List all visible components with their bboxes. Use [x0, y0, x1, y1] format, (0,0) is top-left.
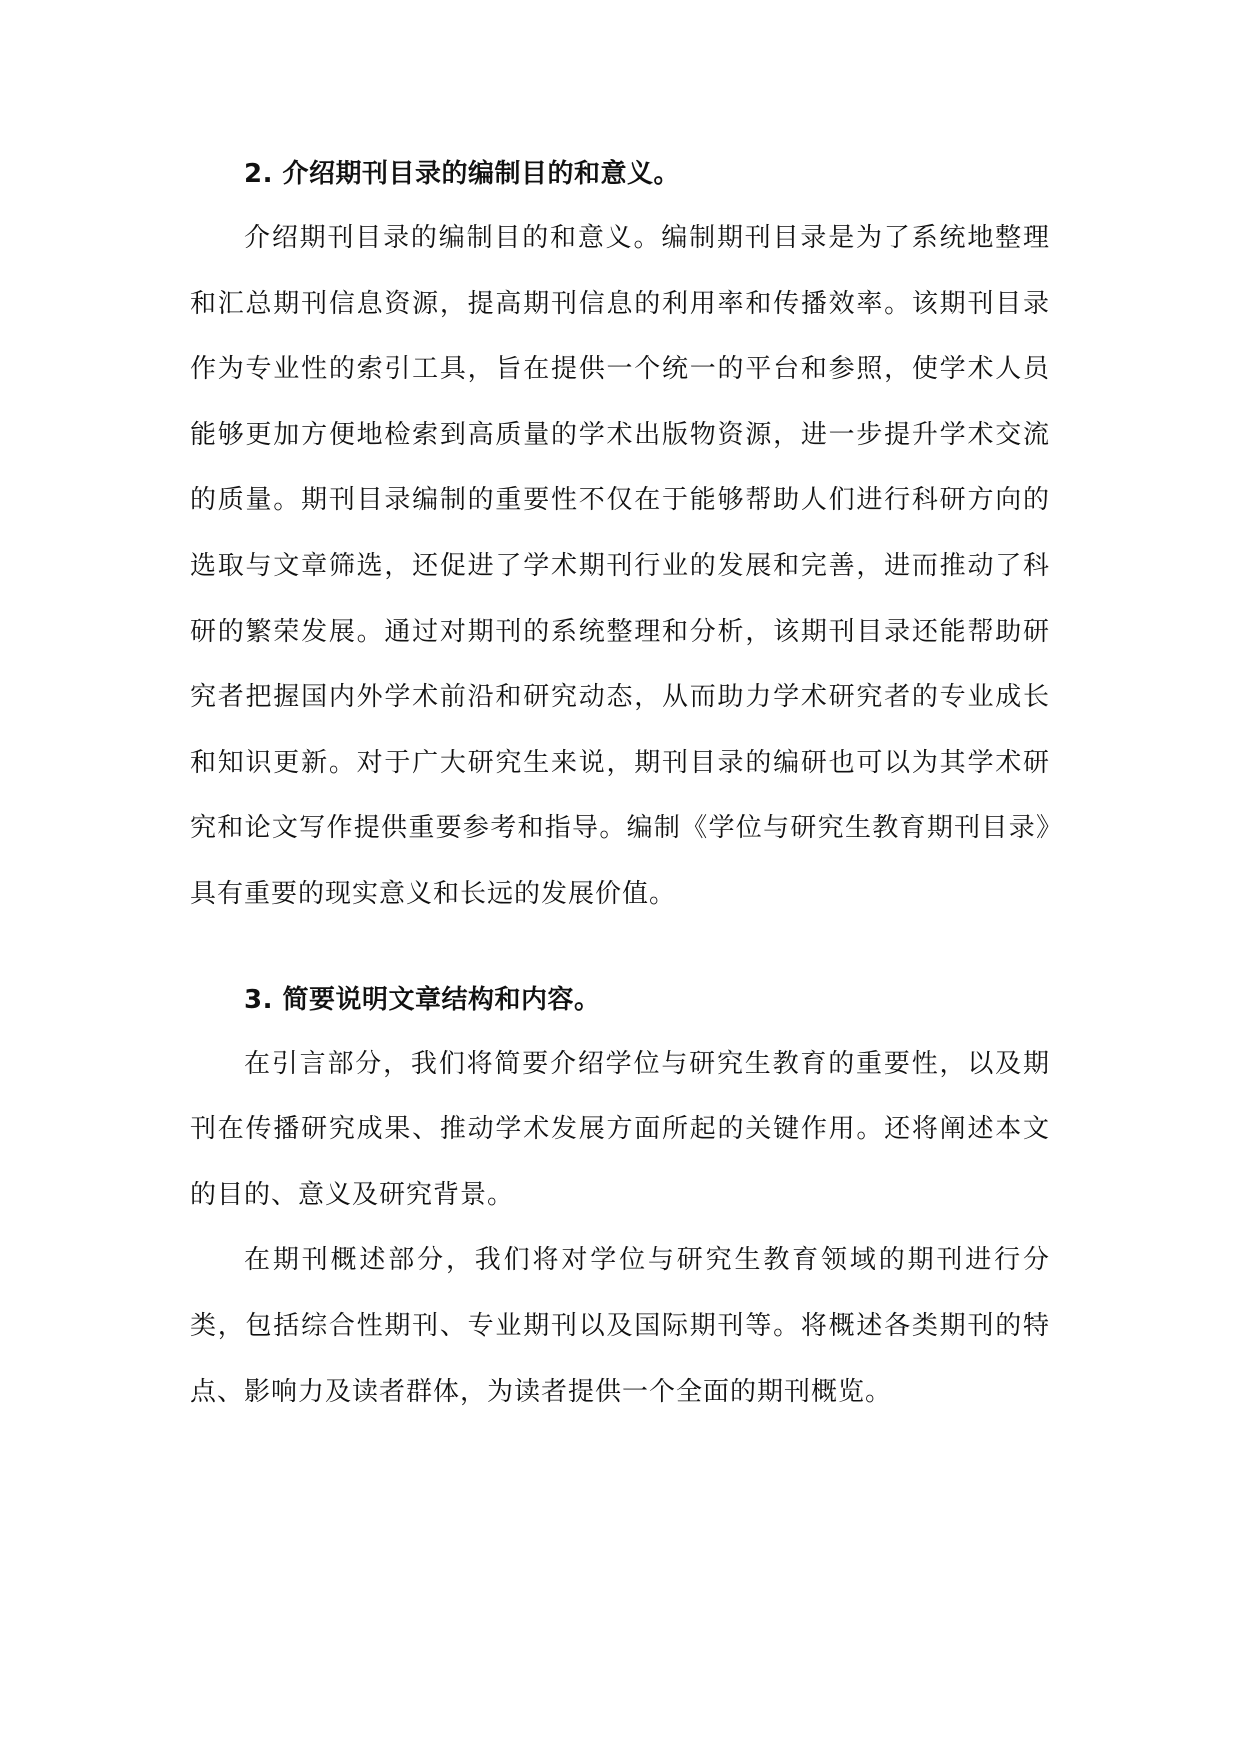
section-heading-structure: 3. 简要说明文章结构和内容。 [244, 984, 601, 1015]
paragraph-overview: 在期刊概述部分，我们将对学位与研究生教育领域的期刊进行分类，包括综合性期刊、专业期刊以及国际期刊等。将概述各类期刊的特点、影响力及读者群体，为读者提供一个全面的期刊概览。 [190, 1245, 1050, 1407]
document-body [190, 142, 1050, 1425]
paragraph-purpose: 介绍期刊目录的编制目的和意义。编制期刊目录是为了系统地整理和汇总期刊信息资源，提高期刊信息的利用率和传播效率。该期刊目录作为专业性的索引工具，旨在提供一个统一的平台和参照，使学术人员能够更加方便地检索到高质量的学术出版物资源，进一步提升学术交流的质量。期刊目录编制的重要性不仅在于能够帮助人们进行科研方向的选取与文章筛选，还促进了学术期刊行业的发展和完善，进而推动了科研的繁荣发展。通过对期刊的系统整理和分析，该期刊目录还能帮助研究者把握国内外学术前沿和研究动态，从而助力学术研究者的专业成长和知识更新。对于广大研究生来说，期刊目录的编研也可以为其学术研究和论文写作提供重要参考和指导。编制《学位与研究生教育期刊目录》具有重要的现实意义和长远的发展价值。 [190, 223, 1050, 909]
section-spacer [190, 928, 1050, 968]
section-heading-purpose: 2. 介绍期刊目录的编制目的和意义。 [244, 159, 681, 189]
paragraph-introduction: 在引言部分，我们将简要介绍学位与研究生教育的重要性，以及期刊在传播研究成果、推动学术发展方面所起的关键作用。还将阐述本文的目的、意义及研究背景。 [190, 1048, 1050, 1210]
